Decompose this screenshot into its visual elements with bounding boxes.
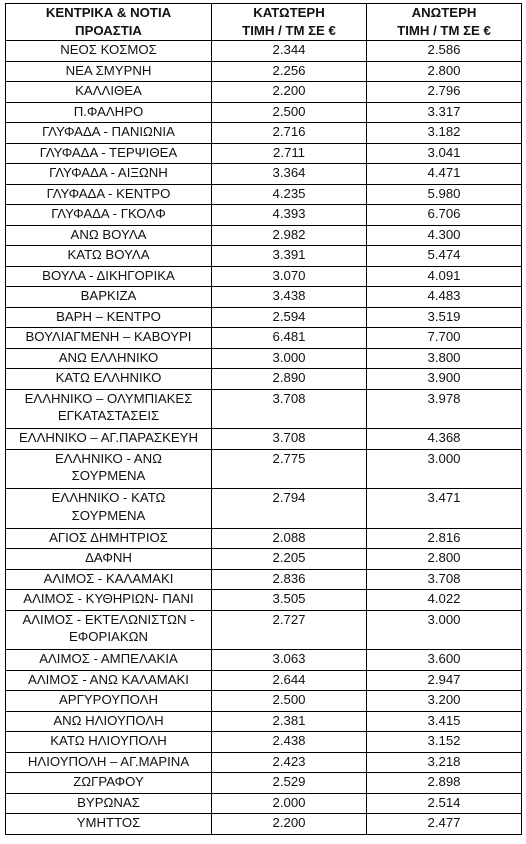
min-price-cell: 4.393 bbox=[212, 205, 367, 226]
min-price-cell: 2.344 bbox=[212, 41, 367, 62]
price-table-container bbox=[5, 3, 522, 835]
max-price-cell: 5.474 bbox=[367, 246, 522, 267]
area-name: ΣΟΥΡΜΕΝΑ bbox=[71, 507, 146, 523]
area-name: ΝΕΟΣ ΚΟΣΜΟΣ bbox=[60, 42, 157, 57]
min-price-cell: 2.794 bbox=[212, 489, 367, 529]
area-cell bbox=[6, 184, 212, 205]
area-name: ΕΛΛΗΝΙΚΟ - ΑΝΩ bbox=[55, 450, 162, 466]
table-row bbox=[6, 549, 522, 570]
min-price-cell: 2.716 bbox=[212, 123, 367, 144]
min-price-cell: 2.256 bbox=[212, 61, 367, 82]
area-cell bbox=[6, 449, 212, 489]
max-price-cell: 3.200 bbox=[367, 691, 522, 712]
min-price-cell: 2.982 bbox=[212, 225, 367, 246]
table-row bbox=[6, 246, 522, 267]
area-name: ΑΛΙΜΟΣ - ΑΝΩ ΚΑΛΑΜΑΚΙ bbox=[28, 671, 189, 687]
area-name: ΚΑΤΩ ΗΛΙΟΥΠΟΛΗ bbox=[50, 733, 167, 748]
area-cell bbox=[6, 732, 212, 753]
table-row bbox=[6, 528, 522, 549]
table-row bbox=[6, 369, 522, 390]
area-cell bbox=[6, 225, 212, 246]
header-min-price bbox=[212, 4, 367, 41]
area-name: ΑΡΓΥΡΟΥΠΟΛΗ bbox=[59, 692, 158, 707]
area-cell bbox=[6, 369, 212, 390]
area-name: ΖΩΓΡΑΦΟΥ bbox=[73, 774, 144, 789]
min-price-cell: 3.070 bbox=[212, 266, 367, 287]
min-price-cell: 6.481 bbox=[212, 328, 367, 349]
area-name: ΓΛΥΦΑΔΑ - ΓΚΟΛΦ bbox=[51, 206, 166, 221]
area-name: ΑΝΩ ΕΛΛΗΝΙΚΟ bbox=[58, 349, 159, 365]
price-table bbox=[5, 3, 522, 835]
area-name: ΑΛΙΜΟΣ - ΚΑΛΑΜΑΚΙ bbox=[43, 570, 174, 586]
area-name: ΔΑΦΝΗ bbox=[85, 550, 132, 565]
min-price-cell: 3.708 bbox=[212, 429, 367, 450]
area-name: ΣΟΥΡΜΕΝΑ bbox=[71, 468, 146, 483]
area-name: ΑΛΙΜΟΣ - ΕΚΤΕΛΩΝΙΣΤΩΝ - bbox=[22, 611, 195, 627]
header-area bbox=[6, 4, 212, 41]
table-row bbox=[6, 449, 522, 489]
max-price-cell: 2.816 bbox=[367, 528, 522, 549]
min-price-cell: 2.836 bbox=[212, 569, 367, 590]
table-row bbox=[6, 82, 522, 103]
header-area-line-1: ΚΕΝΤΡΙΚΑ & ΝΟΤΙΑ bbox=[45, 5, 172, 20]
max-price-cell: 3.600 bbox=[367, 650, 522, 671]
table-row bbox=[6, 307, 522, 328]
area-name: ΕΦΟΡΙΑΚΩΝ bbox=[68, 629, 148, 644]
min-price-cell: 3.391 bbox=[212, 246, 367, 267]
min-price-cell: 2.381 bbox=[212, 711, 367, 732]
area-name: ΓΛΥΦΑΔΑ - ΠΑΝΙΩΝΙΑ bbox=[42, 124, 175, 139]
table-row bbox=[6, 328, 522, 349]
table-row bbox=[6, 205, 522, 226]
table-row bbox=[6, 41, 522, 62]
area-name: ΕΛΛΗΝΙΚΟ - ΚΑΤΩ bbox=[51, 490, 166, 505]
table-row bbox=[6, 123, 522, 144]
min-price-cell: 3.438 bbox=[212, 287, 367, 308]
area-name: ΕΛΛΗΝΙΚΟ – ΟΛΥΜΠΙΑΚΕΣ bbox=[24, 390, 193, 406]
max-price-cell: 4.091 bbox=[367, 266, 522, 287]
header-max-line-2: ΤΙΜΗ / ΤΜ ΣΕ € bbox=[397, 23, 491, 38]
area-cell bbox=[6, 348, 212, 369]
max-price-cell: 3.000 bbox=[367, 449, 522, 489]
max-price-cell: 4.471 bbox=[367, 164, 522, 185]
min-price-cell: 2.529 bbox=[212, 773, 367, 794]
max-price-cell: 7.700 bbox=[367, 328, 522, 349]
area-cell bbox=[6, 528, 212, 549]
min-price-cell: 3.364 bbox=[212, 164, 367, 185]
area-name: ΒΑΡΚΙΖΑ bbox=[80, 288, 137, 303]
min-price-cell: 2.088 bbox=[212, 528, 367, 549]
area-name: ΥΜΗΤΤΟΣ bbox=[76, 815, 141, 830]
min-price-cell: 2.711 bbox=[212, 143, 367, 164]
min-price-cell: 3.505 bbox=[212, 590, 367, 611]
max-price-cell: 2.898 bbox=[367, 773, 522, 794]
max-price-cell: 2.800 bbox=[367, 61, 522, 82]
max-price-cell: 2.947 bbox=[367, 670, 522, 691]
table-row bbox=[6, 102, 522, 123]
area-cell bbox=[6, 793, 212, 814]
table-row bbox=[6, 287, 522, 308]
table-row bbox=[6, 429, 522, 450]
area-cell bbox=[6, 389, 212, 429]
area-cell bbox=[6, 429, 212, 450]
area-name: ΑΝΩ ΗΛΙΟΥΠΟΛΗ bbox=[53, 712, 164, 728]
table-row bbox=[6, 164, 522, 185]
header-min-line-1: ΚΑΤΩΤΕΡΗ bbox=[253, 5, 325, 20]
area-cell bbox=[6, 650, 212, 671]
area-name: ΒΟΥΛΙΑΓΜΕΝΗ – ΚΑΒΟΥΡΙ bbox=[25, 329, 192, 344]
table-row bbox=[6, 590, 522, 611]
area-cell bbox=[6, 143, 212, 164]
max-price-cell: 4.022 bbox=[367, 590, 522, 611]
table-row bbox=[6, 266, 522, 287]
header-area-line-2: ΠΡΟΑΣΤΙΑ bbox=[75, 23, 142, 38]
area-cell bbox=[6, 123, 212, 144]
table-row bbox=[6, 569, 522, 590]
area-name: ΗΛΙΟΥΠΟΛΗ – ΑΓ.ΜΑΡΙΝΑ bbox=[27, 753, 190, 769]
area-name: ΑΝΩ ΒΟΥΛΑ bbox=[70, 226, 147, 242]
area-name: ΚΑΛΛΙΘΕΑ bbox=[75, 83, 142, 98]
area-cell bbox=[6, 549, 212, 570]
max-price-cell: 3.519 bbox=[367, 307, 522, 328]
max-price-cell: 2.796 bbox=[367, 82, 522, 103]
area-cell bbox=[6, 266, 212, 287]
table-row bbox=[6, 389, 522, 429]
table-row bbox=[6, 691, 522, 712]
area-cell bbox=[6, 328, 212, 349]
min-price-cell: 2.775 bbox=[212, 449, 367, 489]
max-price-cell: 3.041 bbox=[367, 143, 522, 164]
min-price-cell: 2.594 bbox=[212, 307, 367, 328]
max-price-cell: 3.471 bbox=[367, 489, 522, 529]
area-cell bbox=[6, 246, 212, 267]
max-price-cell: 4.368 bbox=[367, 429, 522, 450]
max-price-cell: 6.706 bbox=[367, 205, 522, 226]
area-cell bbox=[6, 41, 212, 62]
max-price-cell: 3.900 bbox=[367, 369, 522, 390]
min-price-cell: 3.708 bbox=[212, 389, 367, 429]
table-row bbox=[6, 650, 522, 671]
area-name: ΝΕΑ ΣΜΥΡΝΗ bbox=[65, 62, 152, 78]
table-row bbox=[6, 610, 522, 650]
area-name: ΕΛΛΗΝΙΚΟ – ΑΓ.ΠΑΡΑΣΚΕΥΗ bbox=[19, 430, 198, 445]
max-price-cell: 4.300 bbox=[367, 225, 522, 246]
table-row bbox=[6, 225, 522, 246]
table-row bbox=[6, 184, 522, 205]
max-price-cell: 3.000 bbox=[367, 610, 522, 650]
max-price-cell: 2.800 bbox=[367, 549, 522, 570]
area-cell bbox=[6, 814, 212, 835]
area-cell bbox=[6, 569, 212, 590]
max-price-cell: 3.317 bbox=[367, 102, 522, 123]
area-cell bbox=[6, 711, 212, 732]
max-price-cell: 2.477 bbox=[367, 814, 522, 835]
min-price-cell: 2.423 bbox=[212, 752, 367, 773]
table-row bbox=[6, 61, 522, 82]
area-cell bbox=[6, 287, 212, 308]
max-price-cell: 3.415 bbox=[367, 711, 522, 732]
max-price-cell: 2.514 bbox=[367, 793, 522, 814]
min-price-cell: 2.200 bbox=[212, 82, 367, 103]
min-price-cell: 2.205 bbox=[212, 549, 367, 570]
area-cell bbox=[6, 205, 212, 226]
min-price-cell: 2.500 bbox=[212, 691, 367, 712]
area-cell bbox=[6, 670, 212, 691]
area-name: ΒΟΥΛΑ - ΔΙΚΗΓΟΡΙΚΑ bbox=[42, 267, 175, 283]
min-price-cell: 2.644 bbox=[212, 670, 367, 691]
area-name: ΑΓΙΟΣ ΔΗΜΗΤΡΙΟΣ bbox=[49, 529, 168, 545]
max-price-cell: 3.218 bbox=[367, 752, 522, 773]
area-cell bbox=[6, 691, 212, 712]
area-cell bbox=[6, 82, 212, 103]
area-name: ΓΛΥΦΑΔΑ - ΚΕΝΤΡΟ bbox=[46, 185, 171, 201]
max-price-cell: 4.483 bbox=[367, 287, 522, 308]
area-cell bbox=[6, 102, 212, 123]
header-max-price bbox=[367, 4, 522, 41]
table-body bbox=[6, 41, 522, 835]
area-name: ΓΛΥΦΑΔΑ - ΤΕΡΨΙΘΕΑ bbox=[39, 144, 178, 160]
table-row bbox=[6, 732, 522, 753]
area-cell bbox=[6, 773, 212, 794]
header-row bbox=[6, 4, 522, 41]
table-row bbox=[6, 711, 522, 732]
min-price-cell: 2.000 bbox=[212, 793, 367, 814]
header-max-line-1: ΑΝΩΤΕΡΗ bbox=[411, 5, 477, 20]
table-row bbox=[6, 670, 522, 691]
area-cell bbox=[6, 61, 212, 82]
area-name: ΚΑΤΩ ΒΟΥΛΑ bbox=[67, 247, 150, 262]
table-row bbox=[6, 814, 522, 835]
min-price-cell: 4.235 bbox=[212, 184, 367, 205]
table-row bbox=[6, 793, 522, 814]
table-row bbox=[6, 348, 522, 369]
min-price-cell: 3.000 bbox=[212, 348, 367, 369]
min-price-cell: 2.438 bbox=[212, 732, 367, 753]
min-price-cell: 3.063 bbox=[212, 650, 367, 671]
area-name: ΚΑΤΩ ΕΛΛΗΝΙΚΟ bbox=[55, 370, 162, 385]
max-price-cell: 2.586 bbox=[367, 41, 522, 62]
max-price-cell: 3.152 bbox=[367, 732, 522, 753]
area-cell bbox=[6, 307, 212, 328]
max-price-cell: 3.800 bbox=[367, 348, 522, 369]
area-name: ΒΑΡΗ – ΚΕΝΤΡΟ bbox=[56, 308, 161, 324]
area-name: Π.ΦΑΛΗΡΟ bbox=[73, 103, 144, 119]
table-row bbox=[6, 143, 522, 164]
area-cell bbox=[6, 489, 212, 529]
min-price-cell: 2.890 bbox=[212, 369, 367, 390]
area-name: ΑΛΙΜΟΣ - ΑΜΠΕΛΑΚΙΑ bbox=[39, 651, 178, 666]
table-row bbox=[6, 773, 522, 794]
max-price-cell: 3.708 bbox=[367, 569, 522, 590]
area-cell bbox=[6, 752, 212, 773]
area-cell bbox=[6, 610, 212, 650]
table-row bbox=[6, 489, 522, 529]
max-price-cell: 5.980 bbox=[367, 184, 522, 205]
area-cell bbox=[6, 164, 212, 185]
area-name: ΕΓΚΑΤΑΣΤΑΣΕΙΣ bbox=[57, 408, 160, 423]
min-price-cell: 2.200 bbox=[212, 814, 367, 835]
max-price-cell: 3.978 bbox=[367, 389, 522, 429]
area-name: ΓΛΥΦΑΔΑ - ΑΙΞΩΝΗ bbox=[49, 165, 168, 180]
area-name: ΑΛΙΜΟΣ - ΚΥΘΗΡΙΩΝ- ΠΑΝΙ bbox=[23, 591, 194, 606]
max-price-cell: 3.182 bbox=[367, 123, 522, 144]
header-min-line-2: ΤΙΜΗ / ΤΜ ΣΕ € bbox=[242, 23, 336, 38]
area-cell bbox=[6, 590, 212, 611]
min-price-cell: 2.500 bbox=[212, 102, 367, 123]
table-row bbox=[6, 752, 522, 773]
area-name: ΒΥΡΩΝΑΣ bbox=[77, 794, 140, 810]
min-price-cell: 2.727 bbox=[212, 610, 367, 650]
